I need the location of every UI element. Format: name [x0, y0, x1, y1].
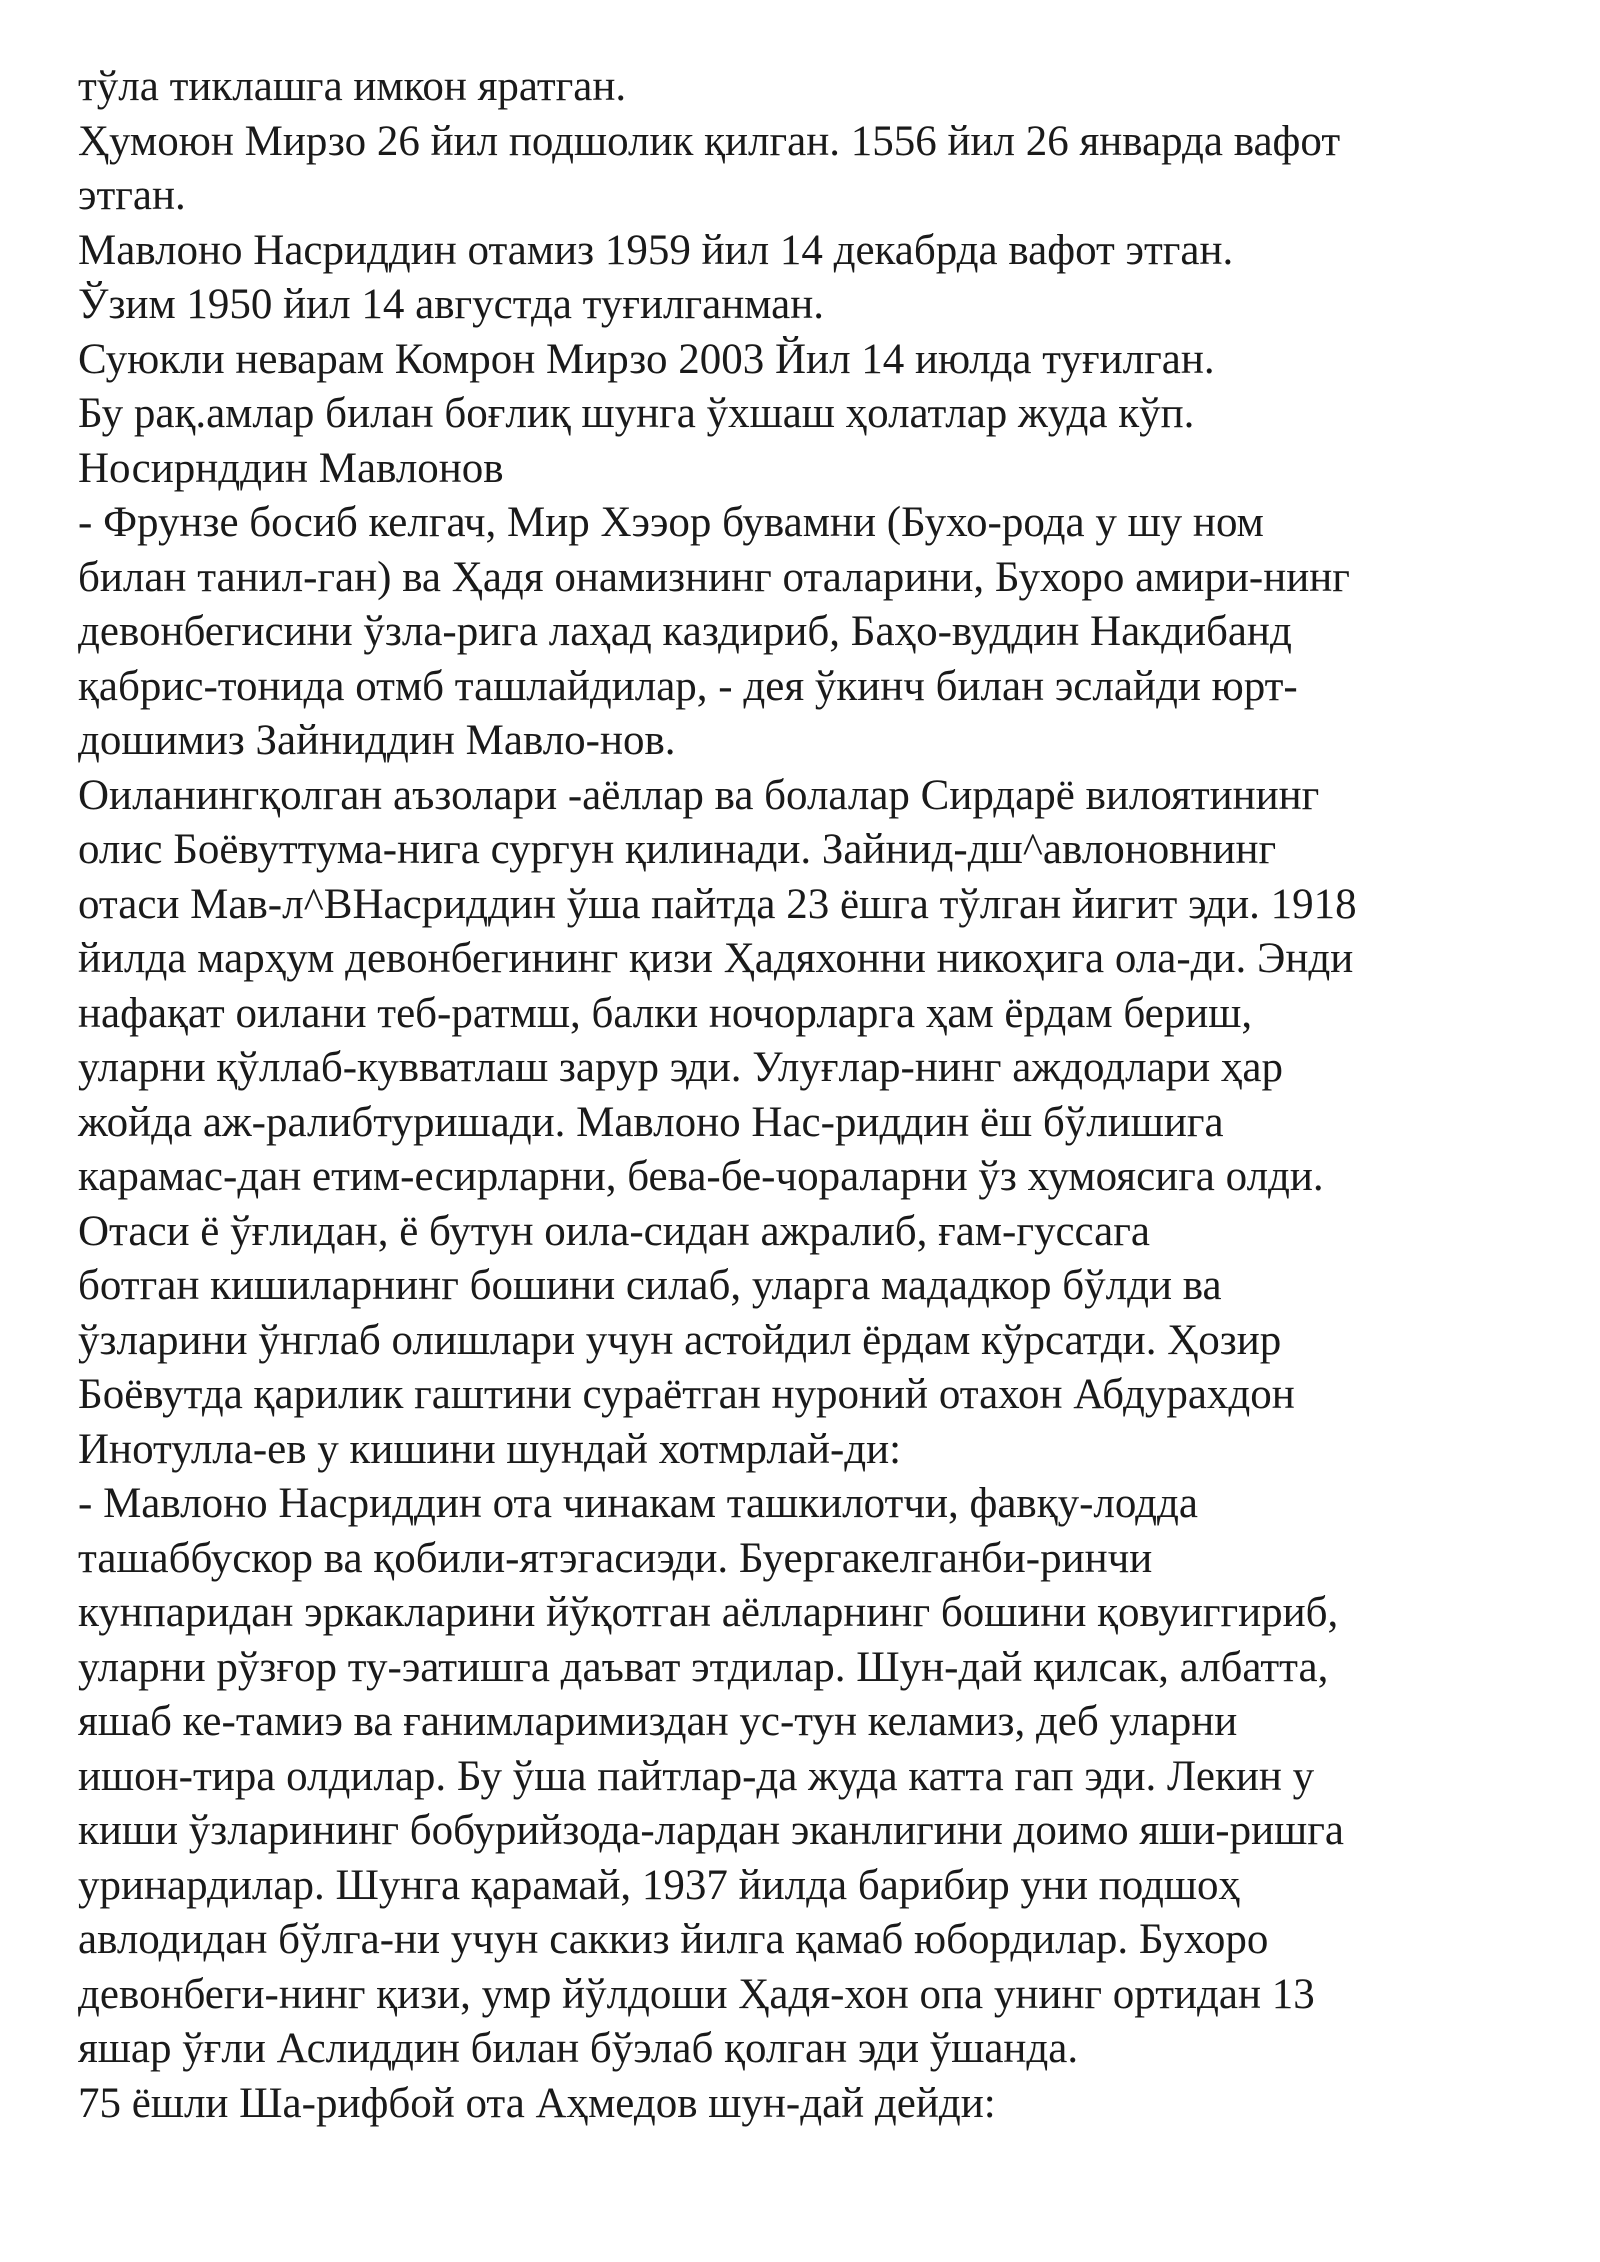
text-line: - Мавлоно Насриддин ота чинакам ташкилотчи, фавқу-лодда	[78, 1480, 1198, 1527]
text-line: Боёвутда қарилик гаштини сураётган нуроний отахон Абдурахдон	[78, 1371, 1295, 1418]
text-line: олис Боёвуттума-нига сургун қилинади. Зайнид-дш^авлоновнинг	[78, 826, 1277, 873]
text-line: кунпаридан эркакларини йўқотган аёлларнинг бошини қовуиггириб,	[78, 1589, 1339, 1636]
text-line: Отаси ё ўғлидан, ё бутун оила-сидан ажралиб, ғам-гуссага	[78, 1207, 1150, 1255]
text-line: Ўзим 1950 йил 14 августда туғилганман.	[78, 281, 825, 328]
text-line: этган.	[78, 172, 186, 219]
text-line: уринардилар. Шунга қарамай, 1937 йилда барибир уни подшоҳ	[78, 1861, 1241, 1909]
text-line: Ҳумоюн Мирзо 26 йил подшолик қилган. 1556 йил 26 январда вафот	[78, 117, 1341, 165]
text-line: Оиланингқолган аъзолари -аёллар ва болалар Сирдарё вилоятининг	[78, 771, 1320, 819]
text-line: киши ўзларининг бобурийзода-лардан эканлигини доимо яши-ришга	[78, 1807, 1344, 1854]
document-page	[78, 60, 1558, 2131]
text-line: авлодидан бўлга-ни учун саккиз йилга қамаб юбордилар. Бухоро	[78, 1916, 1269, 1963]
text-line: қабрис-тонида отмб ташлайдилар, - дея ўкинч билан эслайди юрт-	[78, 662, 1298, 710]
text-line: отаси Мав-л^ВНасриддин ўша пайтда 23 ёшга тўлган йигит эди. 1918	[78, 880, 1357, 928]
author-name: Носирнддин Мавлонов	[78, 444, 504, 492]
text-line: ишон-тира олдилар. Бу ўша пайтлар-да жуда катта гап эди. Лекин у	[78, 1752, 1315, 1800]
text-line: ташаббускор ва қобили-ятэгасиэди. Буергакелганби-ринчи	[78, 1534, 1153, 1582]
text-line: - Фрунзе босиб келгач, Мир Хээор бувамни (Бухо-рода у шу ном	[78, 499, 1264, 546]
text-line: яшаб ке-тамиэ ва ғанимларимиздан ус-тун келамиз, деб уларни	[78, 1698, 1238, 1745]
text-line: уларни рўзғор ту-эатишга даъват этдилар. Шун-дай қилсак, албатта,	[78, 1643, 1329, 1691]
text-line: ботган кишиларнинг бошини силаб, уларга мададкор бўлди ва	[78, 1262, 1222, 1309]
text-line: дошимиз Зайниддин Мавло-нов.	[78, 717, 676, 764]
text-line: нафақат оилани теб-ратмш, балки ночорларга ҳам ёрдам бериш,	[78, 989, 1253, 1037]
text-line: ўзларини ўнглаб олишлари учун астойдил ёрдам кўрсатди. Ҳозир	[78, 1316, 1282, 1364]
text-line: билан танил-ган) ва Ҳадя онамизнинг оталарини, Бухоро амири-нинг	[78, 553, 1350, 601]
text-line: Суюкли неварам Комрон Мирзо 2003 Йил 14 июлда туғилган.	[78, 335, 1215, 383]
text-line: жойда аж-ралибтуришади. Мавлоно Нас-риддин ёш бўлишига	[78, 1098, 1224, 1146]
text-line: яшар ўғли Аслиддин билан бўэлаб қолган эди ўшанда.	[78, 2025, 1079, 2072]
text-line: девонбегисини ўзла-рига лаҳад каздириб, Баҳо-вуддин Накдибанд	[78, 608, 1292, 655]
text-line: Мавлоно Насриддин отамиз 1959 йил 14 декабрда вафот этган.	[78, 226, 1234, 274]
text-line: девонбеги-нинг қизи, умр йўлдоши Ҳадя-хон опа унинг ортидан 13	[78, 1970, 1315, 2018]
text-line: тўла тиклашга имкон яратган.	[78, 63, 627, 110]
text-line: Инотулла-ев у кишини шундай хотмрлай-ди:	[78, 1425, 902, 1473]
text-line: Бу рақ.амлар билан боғлиқ шунга ўхшаш ҳолатлар жуда кўп.	[78, 390, 1195, 437]
text-line: уларни қўллаб-кувватлаш зарур эди. Улуғлар-нинг аждодлари ҳар	[78, 1044, 1283, 1091]
text-line: карамас-дан етим-есирларни, бева-бе-чораларни ўз хумоясига олди.	[78, 1153, 1324, 1200]
text-line: йилда марҳум девонбегининг қизи Ҳадяхонни никоҳига ола-ди. Энди	[78, 935, 1354, 982]
text-line: 75 ёшли Ша-рифбой ота Аҳмедов шун-дай дейди:	[78, 2079, 996, 2127]
